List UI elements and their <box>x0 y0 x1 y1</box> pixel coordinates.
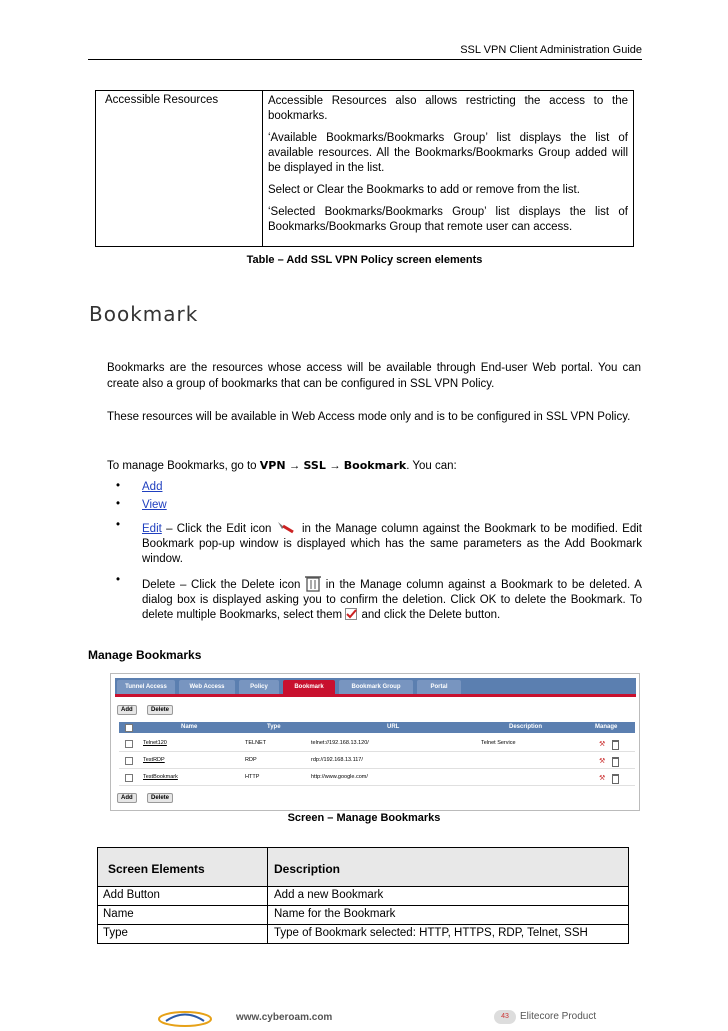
tab-tunnel-access[interactable]: Tunnel Access <box>117 680 175 694</box>
col-header: URL <box>387 724 400 730</box>
add-button-bottom[interactable]: Add <box>117 793 137 803</box>
bullet-icon: • <box>116 498 121 510</box>
table-header-row: Screen Elements Description <box>98 848 628 886</box>
document-header-title: SSL VPN Client Administration Guide <box>460 44 642 56</box>
tab-bar <box>115 678 636 694</box>
page-footer <box>88 1006 642 1030</box>
table-row: Telnet120 TELNET telnet://192.168.13.120/ Telnet Service ⚒ <box>119 736 635 752</box>
subsection-heading: Manage Bookmarks <box>88 648 202 662</box>
bullet-icon: • <box>116 574 121 586</box>
page-number-badge: 43 <box>494 1010 516 1024</box>
edit-link[interactable]: Edit <box>142 523 162 535</box>
table-row: TestBookmark HTTP http://www.google.com/ ⚒ <box>119 770 635 786</box>
edit-wrench-icon <box>276 519 298 535</box>
footer-product: Elitecore Product <box>520 1011 597 1022</box>
tab-policy[interactable]: Policy <box>239 680 279 694</box>
delete-icon[interactable] <box>612 740 619 750</box>
delete-button-bottom[interactable]: Delete <box>147 793 173 803</box>
tab-bookmark[interactable]: Bookmark <box>283 680 335 694</box>
edit-bullet: Edit – Click the Edit icon in the Manage column against the Bookmark to be modified. Edit Bookmark pop-up window is displayed which has the same parameters as the Add Bookmark window. <box>142 519 642 567</box>
description-para: Accessible Resources also allows restricting the access to the bookmarks. <box>268 95 628 122</box>
col-header: Description <box>509 724 543 730</box>
delete-bullet: Delete – Click the Delete icon in the Manage column against a Bookmark to be deleted. A dialog box is displayed asking you to confirm the deletion. Click OK to delete the Bookmark. To delete multiple Bookmarks, select them and click the Delete button. <box>142 574 642 623</box>
table-row: TestRDP RDP rdp://192.168.13.117/ ⚒ <box>119 753 635 769</box>
table-row: Add Button Add a new Bookmark <box>98 886 628 905</box>
delete-button[interactable]: Delete <box>147 705 173 715</box>
table-header <box>119 722 635 733</box>
paragraph: Bookmarks are the resources whose access will be available through End-user Web portal. You can create also a group of bookmarks that can be configured in SSL VPN Policy. <box>107 362 641 390</box>
arrow-right-icon: → <box>329 460 341 472</box>
select-all-checkbox[interactable] <box>125 724 133 732</box>
row-checkbox[interactable] <box>125 740 133 748</box>
bullet-icon: • <box>116 519 121 531</box>
add-link[interactable]: Add <box>142 481 163 493</box>
table-cell-label: Accessible Resources <box>105 94 219 106</box>
table-caption: Table – Add SSL VPN Policy screen elements <box>246 254 483 266</box>
cyberoam-logo <box>156 1010 214 1028</box>
table-cell-description <box>268 94 628 242</box>
policy-elements-table <box>95 90 634 247</box>
table-row: Name Name for the Bookmark <box>98 905 628 924</box>
bookmark-name-link[interactable]: TestBookmark <box>143 774 178 780</box>
checkbox-checked-icon <box>345 608 358 620</box>
paragraph: These resources will be available in Web Access mode only and is to be configured in SSL VPN Policy. <box>107 411 631 423</box>
bullet-icon: • <box>116 480 121 492</box>
arrow-right-icon: → <box>288 460 301 472</box>
delete-trash-icon <box>305 574 321 592</box>
section-heading: Bookmark <box>89 302 199 326</box>
delete-icon[interactable] <box>612 757 619 767</box>
screen-elements-table <box>97 847 629 944</box>
description-para: Select or Clear the Bookmarks to add or remove from the list. <box>268 184 580 196</box>
tab-portal[interactable]: Portal <box>417 680 461 694</box>
bookmark-name-link[interactable]: TestRDP <box>143 757 165 763</box>
manage-path-line: To manage Bookmarks, go to VPN → SSL → Bookmark. You can: <box>107 459 457 472</box>
header-rule <box>88 59 642 60</box>
tab-bookmark-group[interactable]: Bookmark Group <box>339 680 413 694</box>
bookmark-name-link[interactable]: Telnet120 <box>143 740 167 746</box>
path-vpn: VPN <box>259 459 286 472</box>
add-button[interactable]: Add <box>117 705 137 715</box>
col-header: Manage <box>595 724 618 730</box>
edit-icon[interactable]: ⚒ <box>599 775 606 782</box>
edit-icon[interactable]: ⚒ <box>599 741 606 748</box>
tab-web-access[interactable]: Web Access <box>179 680 235 694</box>
footer-url: www.cyberoam.com <box>236 1012 333 1023</box>
col-header: Type <box>267 724 281 730</box>
table-row: Type Type of Bookmark selected: HTTP, HTTPS, RDP, Telnet, SSH <box>98 924 628 943</box>
delete-icon[interactable] <box>612 774 619 784</box>
path-ssl: SSL <box>303 459 326 472</box>
edit-icon[interactable]: ⚒ <box>599 758 606 765</box>
description-para: ‘Available Bookmarks/Bookmarks Group’ list displays the list of available resources. All the Bookmarks/Bookmarks Group added will be displayed in the list. <box>268 132 628 174</box>
manage-bookmarks-screenshot <box>110 673 640 811</box>
path-bookmark: Bookmark <box>343 459 407 472</box>
description-para: ‘Selected Bookmarks/Bookmarks Group’ list displays the list of Bookmarks/Bookmarks Group that remote user can access. <box>268 206 628 233</box>
screen-caption: Screen – Manage Bookmarks <box>287 812 441 824</box>
row-checkbox[interactable] <box>125 774 133 782</box>
row-checkbox[interactable] <box>125 757 133 765</box>
col-header: Name <box>181 724 198 730</box>
view-link[interactable]: View <box>142 499 167 511</box>
